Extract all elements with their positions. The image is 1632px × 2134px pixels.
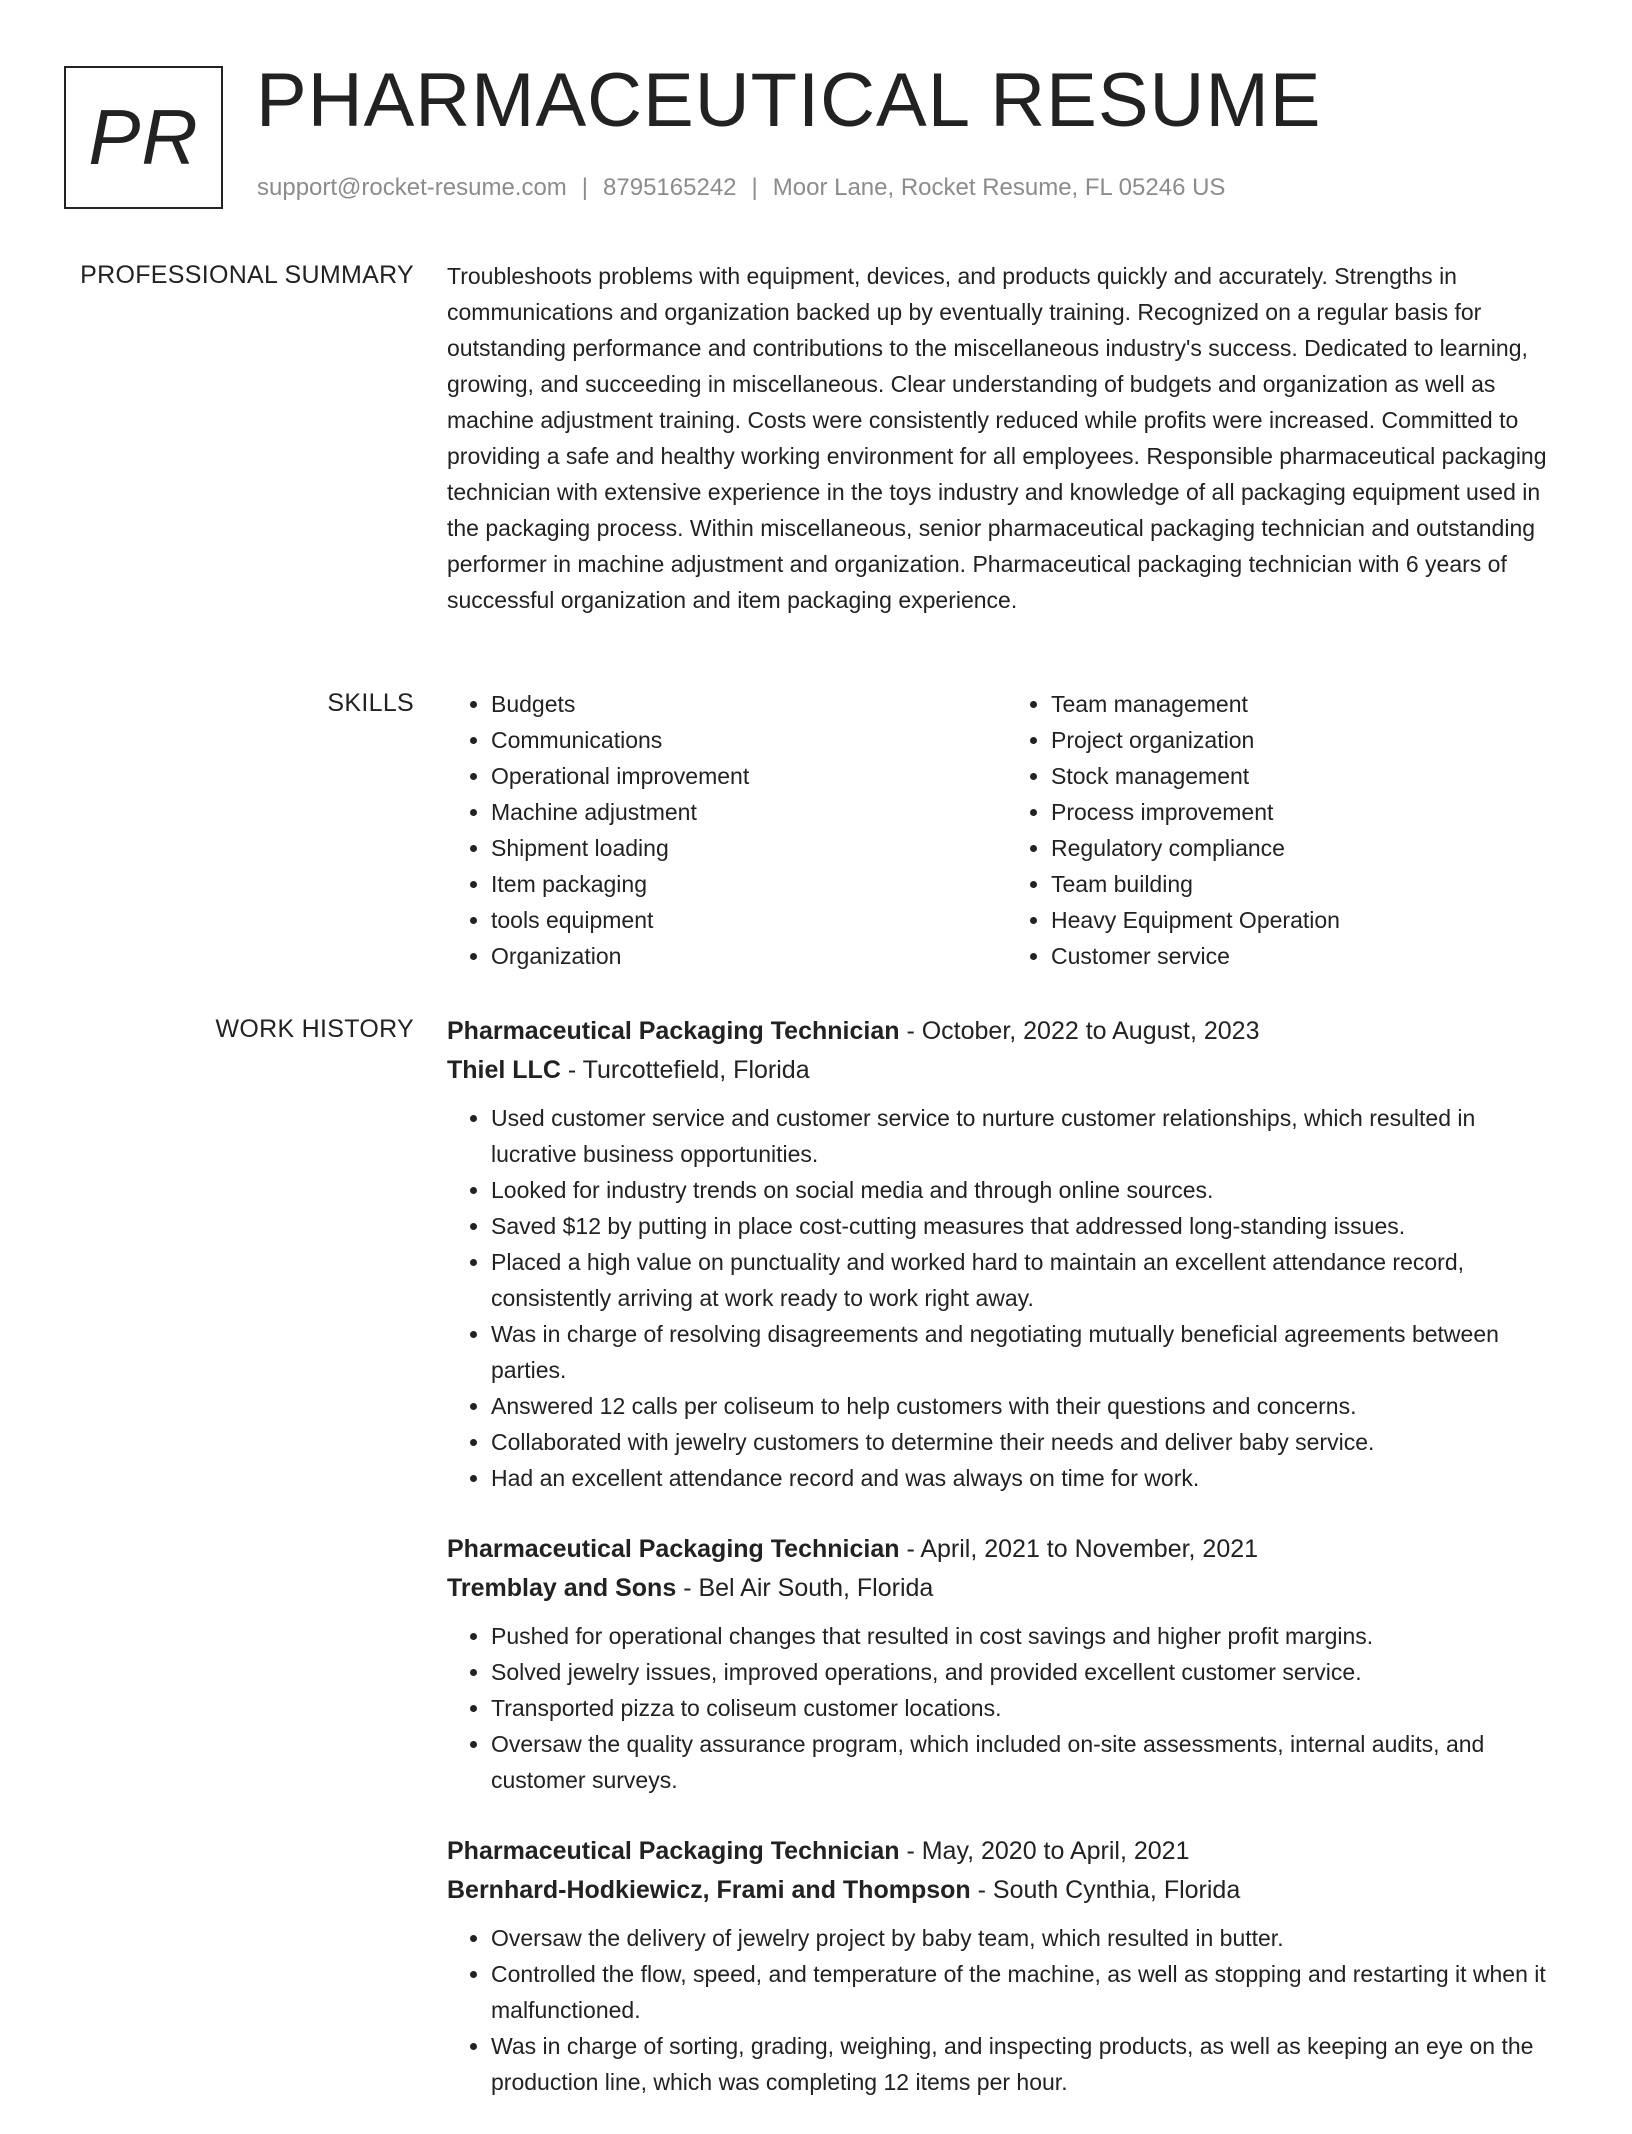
job-dates: - April, 2021 to November, 2021 xyxy=(899,1535,1259,1563)
job-company: Tremblay and Sons xyxy=(447,1574,677,1602)
job-bullet: • Looked for industry trends on social media and through online sources. xyxy=(491,1172,1567,1208)
job-bullet: • Was in charge of sorting, grading, weighing, and inspecting products, as well as keeping an eye on the production line, which was completing 12 items per hour. xyxy=(491,2028,1567,2100)
section-label-summary: PROFESSIONAL SUMMARY xyxy=(80,261,414,289)
job-entry xyxy=(447,1530,1567,1798)
section-label-skills: SKILLS xyxy=(327,689,414,717)
skill-item: • Team management xyxy=(1051,686,1567,722)
skills-body xyxy=(447,686,1567,974)
contact-email: support@rocket-resume.com xyxy=(257,174,567,201)
job-bullet: • Used customer service and customer service to nurture customer relationships, which resulted in lucrative business opportunities. xyxy=(491,1100,1567,1172)
skill-item: • Organization xyxy=(491,938,1007,974)
job-title-line xyxy=(447,1832,1567,1870)
skill-item: • Budgets xyxy=(491,686,1007,722)
job-company-line xyxy=(447,1870,1567,1910)
job-location: - South Cynthia, Florida xyxy=(970,1876,1241,1904)
job-title: Pharmaceutical Packaging Technician xyxy=(447,1017,900,1045)
skill-item: • Project organization xyxy=(1051,722,1567,758)
skill-item: • Item packaging xyxy=(491,866,1007,902)
contact-line xyxy=(257,174,1225,202)
job-bullets xyxy=(447,1100,1567,1496)
job-company-line xyxy=(447,1050,1567,1090)
job-dates: - May, 2020 to April, 2021 xyxy=(899,1837,1190,1865)
contact-phone: 8795165242 xyxy=(603,174,737,201)
job-bullet: • Was in charge of resolving disagreements and negotiating mutually beneficial agreements between parties. xyxy=(491,1316,1567,1388)
job-entry xyxy=(447,1012,1567,1496)
job-bullet: • Placed a high value on punctuality and worked hard to maintain an excellent attendance record, consistently arriving at work ready to work right away. xyxy=(491,1244,1567,1316)
job-bullet: • Controlled the flow, speed, and temperature of the machine, as well as stopping and restarting it when it malfunctioned. xyxy=(491,1956,1567,2028)
skills-columns xyxy=(447,686,1567,974)
skill-item: • Customer service xyxy=(1051,938,1567,974)
skill-item: • Heavy Equipment Operation xyxy=(1051,902,1567,938)
contact-separator: | xyxy=(581,174,589,201)
summary-body xyxy=(447,258,1567,618)
skill-item: • Regulatory compliance xyxy=(1051,830,1567,866)
job-bullet: • Oversaw the quality assurance program, which included on-site assessments, internal audits, and customer surveys. xyxy=(491,1726,1567,1798)
skill-item: • Machine adjustment xyxy=(491,794,1007,830)
work-history-body xyxy=(447,1012,1567,2134)
summary-text: Troubleshoots problems with equipment, devices, and products quickly and accurately. Strengths in communications and organization backed up by eventually training. Recognized on a regular basis for outstanding performance and contributions to the miscellaneous industry's success. Dedicated to learning, growing, and succeeding in miscellaneous. Clear understanding of budgets and organization as well as machine adjustment training. Costs were consistently reduced while profits were increased. Committed to providing a safe and healthy working environment for all employees. Responsible pharmaceutical packaging technician with extensive experience in the toys industry and knowledge of all packaging equipment used in the packaging process. Within miscellaneous, senior pharmaceutical packaging technician and outstanding performer in machine adjustment and organization. Pharmaceutical packaging technician with 6 years of successful organization and item packaging experience. xyxy=(447,263,1547,613)
initials: PR xyxy=(88,93,199,181)
job-title: Pharmaceutical Packaging Technician xyxy=(447,1837,900,1865)
job-bullet: • Answered 12 calls per coliseum to help customers with their questions and concerns. xyxy=(491,1388,1567,1424)
contact-address: Moor Lane, Rocket Resume, FL 05246 US xyxy=(772,174,1226,201)
job-title: Pharmaceutical Packaging Technician xyxy=(447,1535,900,1563)
job-bullet: • Collaborated with jewelry customers to determine their needs and deliver baby service. xyxy=(491,1424,1567,1460)
resume-title: PHARMACEUTICAL RESUME xyxy=(256,58,1322,143)
job-bullet: • Saved $12 by putting in place cost-cutting measures that addressed long-standing issues. xyxy=(491,1208,1567,1244)
skill-item: • tools equipment xyxy=(491,902,1007,938)
job-entry xyxy=(447,1832,1567,2100)
job-bullets xyxy=(447,1618,1567,1798)
resume-header xyxy=(0,0,1632,230)
job-title-line xyxy=(447,1530,1567,1568)
job-bullet: • Had an excellent attendance record and was always on time for work. xyxy=(491,1460,1567,1496)
skills-list-left xyxy=(447,686,1007,974)
skills-list-right xyxy=(1007,686,1567,974)
job-company: Bernhard-Hodkiewicz, Frami and Thompson xyxy=(447,1876,971,1904)
skill-item: • Communications xyxy=(491,722,1007,758)
skill-item: • Team building xyxy=(1051,866,1567,902)
initials-monogram xyxy=(64,66,223,209)
job-company: Thiel LLC xyxy=(447,1056,561,1084)
job-bullet: • Pushed for operational changes that resulted in cost savings and higher profit margins. xyxy=(491,1618,1567,1654)
skill-item: • Process improvement xyxy=(1051,794,1567,830)
job-location: - Turcottefield, Florida xyxy=(560,1056,810,1084)
job-bullet: • Oversaw the delivery of jewelry project by baby team, which resulted in butter. xyxy=(491,1920,1567,1956)
job-location: - Bel Air South, Florida xyxy=(676,1574,934,1602)
skill-item: • Operational improvement xyxy=(491,758,1007,794)
skill-item: • Shipment loading xyxy=(491,830,1007,866)
job-title-line xyxy=(447,1012,1567,1050)
job-bullet: • Transported pizza to coliseum customer locations. xyxy=(491,1690,1567,1726)
job-bullet: • Solved jewelry issues, improved operations, and provided excellent customer service. xyxy=(491,1654,1567,1690)
job-company-line xyxy=(447,1568,1567,1608)
skill-item: • Stock management xyxy=(1051,758,1567,794)
contact-separator: | xyxy=(751,174,758,201)
job-dates: - October, 2022 to August, 2023 xyxy=(899,1017,1260,1045)
job-bullets xyxy=(447,1920,1567,2100)
section-label-work-history: WORK HISTORY xyxy=(215,1015,414,1043)
